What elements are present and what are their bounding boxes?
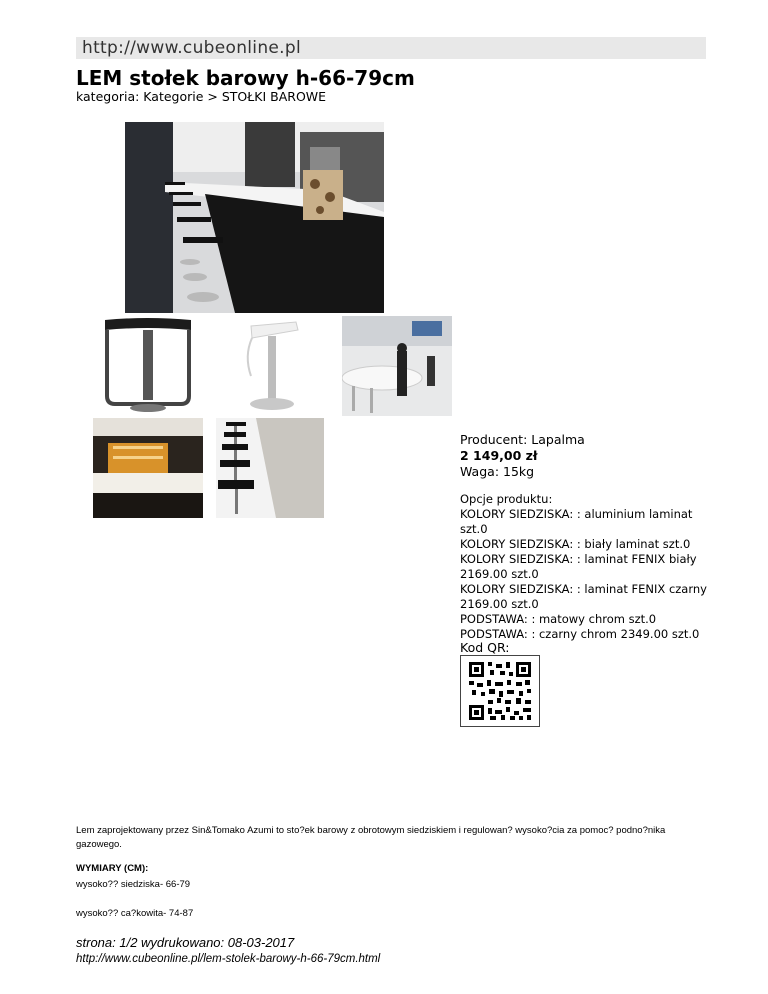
- option-item: KOLORY SIEDZISKA: : laminat FENIX czarny 2169.00 szt.0: [460, 582, 707, 611]
- thumbnail-stools-row: [216, 418, 324, 518]
- option-item: KOLORY SIEDZISKA: : aluminium laminat szt.0: [460, 507, 693, 536]
- option-item: KOLORY SIEDZISKA: : biały laminat szt.0: [460, 537, 691, 551]
- option-item: KOLORY SIEDZISKA: : laminat FENIX biały 2169.00 szt.0: [460, 552, 697, 581]
- option-item: PODSTAWA: : czarny chrom 2349.00 szt.0: [460, 627, 700, 641]
- product-description: Lem zaprojektowany przez Sin&Tomako Azumi to sto?ek barowy z obrotowym siedziskiem i regulowan? wysoko?cia za pomoc? podno?nika gazowego.: [76, 825, 666, 850]
- main-product-image: [125, 122, 384, 313]
- product-title: LEM stołek barowy h-66-79cm: [76, 66, 415, 90]
- dimension-seat-height: wysoko?? siedziska- 66-79: [76, 879, 191, 890]
- product-info: [460, 432, 720, 480]
- qr-code: [460, 655, 540, 727]
- qr-label: Kod QR:: [460, 640, 510, 655]
- options-heading: Opcje produktu:: [460, 492, 553, 506]
- thumbnail-bar-people: [342, 316, 452, 416]
- thumbnail-bar-interior: [93, 418, 203, 518]
- producer: Producent: Lapalma: [460, 432, 585, 447]
- footer-page-info: strona: 1/2 wydrukowano: 08-03-2017: [76, 935, 295, 950]
- thumbnail-stool-black: [95, 316, 202, 416]
- site-url: http://www.cubeonline.pl: [82, 38, 301, 58]
- product-category: kategoria: Kategorie > STOŁKI BAROWE: [76, 89, 327, 104]
- thumbnail-stool-white: [216, 316, 327, 416]
- dimension-total-height: wysoko?? ca?kowita- 74-87: [76, 908, 194, 919]
- site-url-bar: [76, 37, 706, 59]
- footer-url: http://www.cubeonline.pl/lem-stolek-barowy-h-66-79cm.html: [76, 953, 381, 965]
- weight: Waga: 15kg: [460, 464, 535, 479]
- option-item: PODSTAWA: : matowy chrom szt.0: [460, 612, 657, 626]
- price: 2 149,00 zł: [460, 448, 538, 463]
- product-options: [460, 492, 720, 642]
- dimensions-heading: WYMIARY (CM):: [76, 863, 149, 874]
